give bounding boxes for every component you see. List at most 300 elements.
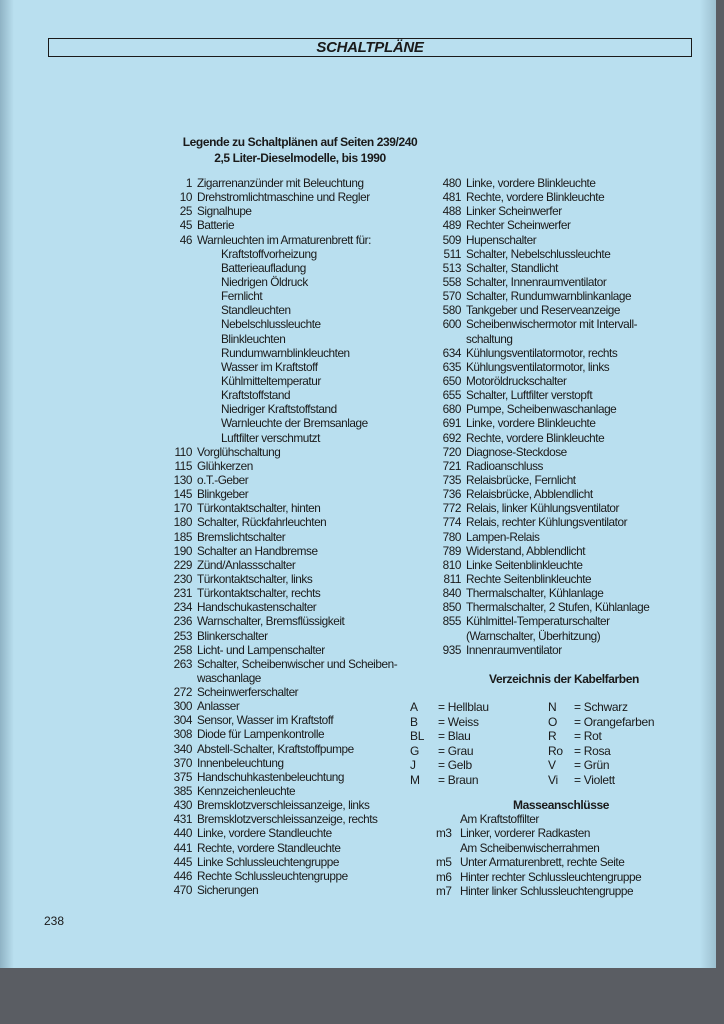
legend-item (416, 643, 716, 657)
legend-item (150, 798, 440, 812)
cable-color-code: Ro (548, 743, 563, 758)
legend-item-text: Hupenschalter (466, 232, 537, 247)
legend-item (416, 317, 716, 331)
legend-item-number: 650 (442, 373, 461, 388)
cable-color-code: M (410, 772, 420, 787)
ground-item-code (436, 841, 460, 855)
legend-item (416, 289, 716, 303)
legend-item-text: Linke, vordere Blinkleuchte (466, 416, 596, 431)
legend-item-text: Diode für Lampenkontrolle (197, 727, 325, 742)
ground-title: Masseanschlüsse (513, 798, 610, 812)
legend-item (416, 247, 716, 261)
legend-item (416, 374, 716, 388)
legend-item (150, 218, 440, 232)
legend-item-number: 721 (442, 458, 461, 473)
cable-color-name: = Weiss (438, 714, 479, 729)
legend-item (416, 586, 716, 600)
legend-item-text: Warnschalter, Bremsflüssigkeit (197, 614, 345, 629)
legend-item-text: Relaisbrücke, Fernlicht (466, 472, 576, 487)
page-binding-shadow (0, 0, 14, 968)
legend-item-text: Bremslichtschalter (197, 529, 286, 544)
legend-item (150, 770, 440, 784)
cable-color-name: = Hellblau (438, 700, 489, 714)
legend-item (150, 671, 440, 685)
legend-item-text: Handschuhkastenbeleuchtung (197, 769, 345, 784)
legend-item (150, 727, 440, 741)
legend-item-number: 580 (442, 303, 461, 318)
legend-item (416, 459, 716, 473)
legend-item-text: Schalter, Nebelschlussleuchte (466, 246, 611, 261)
legend-item-number: 481 (442, 190, 461, 205)
cable-color-name: = Violett (574, 772, 615, 787)
legend-item-text: Kühlmittel-Temperaturschalter (466, 614, 610, 629)
legend-item (150, 473, 440, 487)
legend-item-number (150, 261, 197, 275)
legend-title-line2: 2,5 Liter-Dieselmodelle, bis 1990 (214, 151, 386, 165)
legend-item (150, 247, 440, 261)
legend-item-text: Zünd/Anlassschalter (197, 557, 296, 572)
legend-item-text: Bremsklotzverschleissanzeige, links (197, 798, 370, 813)
legend-item (416, 431, 716, 445)
legend-item-text: Tankgeber und Reserveanzeige (466, 303, 620, 318)
legend-item (416, 544, 716, 558)
legend-item (150, 275, 440, 289)
legend-item-number: 370 (173, 755, 192, 770)
legend-item-number: 272 (173, 685, 192, 700)
legend-item-text: Glühkerzen (197, 458, 253, 473)
cable-color-name: = Rosa (574, 743, 611, 758)
cable-color-code: R (548, 729, 557, 744)
section-header (48, 38, 692, 57)
legend-item-text: Schalter, Innenraumventilator (466, 274, 607, 289)
legend-item-number (150, 388, 197, 402)
ground-item-text: Hinter linker Schlussleuchtengruppe (460, 883, 634, 898)
legend-item-text: Thermalschalter, 2 Stufen, Kühlanlage (466, 600, 650, 615)
legend-item-number (150, 247, 197, 261)
legend-item-number: 735 (442, 472, 461, 487)
legend-item (416, 473, 716, 487)
cable-color-code: Vi (548, 772, 558, 787)
legend-item-text: schaltung (466, 331, 513, 346)
legend-item (150, 558, 440, 572)
legend-item-number (416, 629, 466, 643)
legend-item-number: 692 (442, 430, 461, 445)
legend-item-text: Schalter, Rundumwarnblinkanlage (466, 289, 632, 304)
legend-item (150, 402, 440, 416)
legend-item (416, 530, 716, 544)
legend-item-text: Kennzeichenleuchte (197, 784, 296, 799)
legend-item-number: 789 (442, 543, 461, 558)
legend-item (416, 402, 716, 416)
legend-item (150, 374, 440, 388)
cable-color-name: = Blau (438, 729, 471, 744)
legend-item (150, 530, 440, 544)
legend-item (150, 261, 440, 275)
legend-item-number: 229 (173, 557, 192, 572)
legend-item (416, 416, 716, 430)
legend-item-text: Nebelschlussleuchte (221, 317, 321, 332)
legend-item-text: Kraftstoffstand (221, 388, 291, 403)
legend-item (416, 360, 716, 374)
legend-item-number: 445 (173, 854, 192, 869)
legend-item-number: 513 (442, 260, 461, 275)
legend-item-text: Relaisbrücke, Abblendlicht (466, 487, 593, 502)
legend-item (150, 360, 440, 374)
legend-item (150, 883, 440, 897)
legend-item (150, 445, 440, 459)
legend-item-number: 304 (173, 713, 192, 728)
legend-item-number: 231 (173, 586, 192, 601)
ground-item-code (436, 812, 460, 826)
cable-colors-title: Verzeichnis der Kabelfarben (489, 672, 639, 686)
legend-item-text: Vorglühschaltung (197, 444, 281, 459)
ground-item-code: m7 (436, 883, 452, 898)
legend-item-number: 385 (173, 784, 192, 799)
legend-item-number (150, 431, 197, 445)
legend-item-text: Widerstand, Abblendlicht (466, 543, 586, 558)
legend-item (150, 346, 440, 360)
legend-item-text: Türkontaktschalter, hinten (197, 501, 321, 516)
legend-item-text: Signalhupe (197, 204, 252, 219)
legend-item-number: 110 (174, 444, 192, 459)
legend-item (150, 614, 440, 628)
legend-item-text: Handschukastenschalter (197, 600, 317, 615)
legend-item (416, 558, 716, 572)
legend-item-number (150, 332, 197, 346)
cable-color-code: J (410, 758, 416, 773)
legend-item-number: 180 (173, 515, 192, 530)
legend-item-text: Radioanschluss (466, 458, 543, 473)
legend-item-text: Kraftstoffvorheizung (221, 246, 317, 261)
legend-item-text: Rechte, vordere Blinkleuchte (466, 430, 605, 445)
legend-item-text: Blinkgeber (197, 487, 249, 502)
legend-title (150, 134, 450, 166)
legend-title-line1: Legende zu Schaltplänen auf Seiten 239/240 (182, 135, 418, 149)
legend-item (150, 487, 440, 501)
legend-item (416, 629, 716, 643)
legend-item-text: Innenraumventilator (466, 642, 562, 657)
cable-color-row (410, 773, 654, 788)
legend-item-number: 635 (442, 359, 461, 374)
legend-item (150, 459, 440, 473)
legend-item-text: o.T.-Geber (197, 472, 249, 487)
legend-item-number: 190 (173, 543, 192, 558)
legend-item-number: 736 (442, 487, 461, 502)
legend-item-number: 185 (173, 529, 192, 544)
legend-item-number: 431 (173, 812, 192, 827)
legend-item-number: 810 (442, 557, 461, 572)
legend-item-text: Thermalschalter, Kühlanlage (466, 586, 604, 601)
legend-item-text: Blinkerschalter (197, 628, 268, 643)
legend-item-number: 811 (443, 571, 461, 586)
legend-item (150, 600, 440, 614)
cable-color-name: = Orangefarben (574, 714, 655, 729)
legend-item-text: Kühlungsventilatormotor, rechts (466, 345, 618, 360)
legend-item (150, 176, 440, 190)
legend-item-text: Scheibenwischermotor mit Intervall- (466, 317, 638, 332)
legend-item-text: Rechte Seitenblinkleuchte (466, 571, 592, 586)
legend-item-number: 488 (442, 204, 461, 219)
legend-item-number: 45 (179, 218, 192, 233)
legend-item (150, 289, 440, 303)
legend-item-text: Warnleuchten im Armaturenbrett für: (197, 232, 371, 247)
ground-item-text: Am Kraftstoffilter (460, 812, 539, 826)
legend-item-text: Schalter, Luftfilter verstopft (466, 388, 593, 403)
legend-item-number: 446 (173, 868, 192, 883)
legend-item-text: Niedrigen Öldruck (221, 274, 308, 289)
legend-item-number: 130 (173, 472, 192, 487)
legend-item-number: 935 (442, 642, 461, 657)
legend-item (416, 218, 716, 232)
legend-item-text: Schalter an Handbremse (197, 543, 318, 558)
legend-item (150, 501, 440, 515)
legend-item (416, 332, 716, 346)
legend-item-text: Luftfilter verschmutzt (221, 430, 320, 445)
cable-color-code: G (410, 743, 420, 758)
legend-item (150, 544, 440, 558)
legend-item-text: (Warnschalter, Überhitzung) (466, 628, 601, 643)
ground-list (436, 812, 641, 898)
legend-item-text: Abstell-Schalter, Kraftstoffpumpe (197, 741, 354, 756)
legend-item-number (150, 416, 197, 430)
legend-item-number: 430 (173, 798, 192, 813)
legend-item-text: Rechter Scheinwerfer (466, 218, 571, 233)
ground-item-code: m5 (436, 855, 452, 870)
legend-item-number: 10 (179, 190, 192, 205)
legend-item-text: Linker Scheinwerfer (466, 204, 562, 219)
cable-color-code: A (410, 700, 418, 714)
legend-item-text: Diagnose-Steckdose (466, 444, 567, 459)
legend-item-number: 258 (173, 642, 192, 657)
cable-color-row (410, 700, 654, 715)
cable-color-code: B (410, 714, 418, 729)
legend-item-text: Lampen-Relais (466, 529, 540, 544)
legend-item-number: 1 (185, 176, 192, 190)
legend-item-number (416, 332, 466, 346)
cable-color-name: = Grau (438, 743, 474, 758)
cable-color-code: BL (410, 729, 425, 744)
legend-item-number: 772 (442, 501, 461, 516)
legend-item (416, 190, 716, 204)
legend-item-number: 780 (442, 529, 461, 544)
legend-item (150, 332, 440, 346)
ground-item (436, 812, 641, 826)
legend-item (150, 431, 440, 445)
legend-item (150, 317, 440, 331)
cable-color-name: = Grün (574, 758, 610, 773)
legend-item (416, 388, 716, 402)
legend-item (416, 501, 716, 515)
legend-item (150, 233, 440, 247)
legend-item-number: 253 (173, 628, 192, 643)
legend-item-text: Anlasser (197, 699, 240, 714)
legend-item-text: Rechte, vordere Standleuchte (197, 840, 341, 855)
legend-item-number (150, 402, 197, 416)
ground-item-code: m3 (436, 826, 452, 841)
legend-item-text: Bremsklotzverschleissanzeige, rechts (197, 812, 378, 827)
legend-item (150, 572, 440, 586)
legend-item-text: Standleuchten (221, 303, 291, 318)
legend-item-number: 850 (442, 600, 461, 615)
legend-item-number: 441 (173, 840, 192, 855)
section-header-title: SCHALTPLÄNE (316, 39, 424, 56)
legend-item-text: Linke Schlussleuchtengruppe (197, 854, 339, 869)
legend-item-text: Sicherungen (197, 883, 259, 898)
legend-item (416, 346, 716, 360)
cable-color-name: = Gelb (438, 758, 472, 773)
legend-item (416, 204, 716, 218)
legend-item (150, 742, 440, 756)
legend-item-number: 570 (442, 289, 461, 304)
legend-item (416, 233, 716, 247)
legend-item (416, 303, 716, 317)
legend-item-number: 300 (173, 699, 192, 714)
legend-item (416, 515, 716, 529)
legend-item-text: Sensor, Wasser im Kraftstoff (197, 713, 334, 728)
legend-item-text: Linke, vordere Blinkleuchte (466, 176, 596, 190)
legend-item-text: Warnleuchte der Bremsanlage (221, 416, 368, 431)
legend-item (150, 699, 440, 713)
legend-item-number: 263 (173, 656, 192, 671)
legend-item (150, 756, 440, 770)
legend-item (416, 261, 716, 275)
legend-item-text: Rechte, vordere Blinkleuchte (466, 190, 605, 205)
legend-item-number (150, 360, 197, 374)
legend-item-number (150, 346, 197, 360)
ground-item-text: Linker, vorderer Radkasten (460, 826, 590, 841)
legend-item-number: 480 (442, 176, 461, 190)
legend-item-number (150, 275, 197, 289)
legend-item (150, 204, 440, 218)
cable-color-row (410, 758, 654, 773)
legend-item-text: Drehstromlichtmaschine und Regler (197, 190, 370, 205)
legend-item-number: 691 (442, 416, 461, 431)
legend-item (416, 572, 716, 586)
legend-item-number (150, 374, 197, 388)
legend-item (150, 657, 440, 671)
legend-item (416, 487, 716, 501)
legend-item (150, 629, 440, 643)
legend-item-number: 774 (442, 515, 461, 530)
legend-item-text: Kühlungsventilatormotor, links (466, 359, 610, 374)
legend-item-number: 145 (173, 487, 192, 502)
legend-item-number: 340 (173, 741, 192, 756)
legend-item-number: 230 (173, 571, 192, 586)
legend-item-number: 558 (442, 274, 461, 289)
legend-item-text: Licht- und Lampenschalter (197, 642, 325, 657)
legend-item-text: Batterieaufladung (221, 260, 306, 275)
legend-item (150, 388, 440, 402)
legend-item-text: Blinkleuchten (221, 331, 286, 346)
ground-item-text: Hinter rechter Schlussleuchtengruppe (460, 869, 642, 884)
legend-item-number (150, 671, 197, 685)
legend-item-number: 511 (443, 246, 461, 261)
legend-item-text: Schalter, Rückfahrleuchten (197, 515, 327, 530)
legend-item-number (150, 289, 197, 303)
legend-item-number: 375 (173, 769, 192, 784)
legend-item-number: 115 (174, 458, 192, 473)
legend-item-text: Fernlicht (221, 289, 263, 304)
legend-item-text: Innenbeleuchtung (197, 755, 284, 770)
cable-color-row (410, 715, 654, 730)
legend-item-number: 308 (173, 727, 192, 742)
legend-item-number: 840 (442, 586, 461, 601)
legend-item-number: 855 (442, 614, 461, 629)
legend-item (416, 176, 716, 190)
legend-item-number: 170 (173, 501, 192, 516)
legend-item-text: Linke Seitenblinkleuchte (466, 557, 583, 572)
legend-item-number: 680 (442, 402, 461, 417)
ground-item-code: m6 (436, 869, 452, 884)
legend-item-text: Relais, rechter Kühlungsventilator (466, 515, 628, 530)
legend-item-text: Schalter, Standlicht (466, 260, 558, 275)
legend-item-number: 509 (442, 232, 461, 247)
legend-item (150, 416, 440, 430)
legend-item (150, 643, 440, 657)
legend-item-number: 600 (442, 317, 461, 332)
ground-item (436, 884, 641, 898)
legend-item (150, 713, 440, 727)
legend-item-text: Motoröldruckschalter (466, 373, 567, 388)
legend-item-text: Rechte Schlussleuchtengruppe (197, 868, 348, 883)
legend-item (150, 812, 440, 826)
legend-item (150, 855, 440, 869)
legend-item (150, 841, 440, 855)
legend-item (150, 586, 440, 600)
legend-item-number (150, 303, 197, 317)
legend-item (416, 275, 716, 289)
cable-color-row (410, 744, 654, 759)
legend-item-text: Relais, linker Kühlungsventilator (466, 501, 620, 516)
cable-color-name: = Braun (438, 772, 479, 787)
legend-item-text: Linke, vordere Standleuchte (197, 826, 332, 841)
cable-color-row (410, 729, 654, 744)
legend-item-number: 236 (173, 614, 192, 629)
ground-item-text: Unter Armaturenbrett, rechte Seite (460, 855, 625, 870)
legend-item-number: 489 (442, 218, 461, 233)
ground-item (436, 826, 641, 840)
ground-item (436, 855, 641, 869)
legend-item-text: Türkontaktschalter, rechts (197, 586, 321, 601)
legend-item-text: Rundumwarnblinkleuchten (221, 345, 350, 360)
legend-item-text: Wasser im Kraftstoff (221, 359, 318, 374)
legend-item-number: 25 (179, 204, 192, 219)
legend-item (150, 784, 440, 798)
cable-color-name: = Rot (574, 729, 602, 744)
legend-item-number: 634 (442, 345, 461, 360)
legend-item-text: Türkontaktschalter, links (197, 571, 313, 586)
cable-color-name: = Schwarz (574, 700, 628, 714)
legend-item (150, 190, 440, 204)
legend-item-text: Scheinwerferschalter (197, 685, 299, 700)
legend-item (416, 600, 716, 614)
ground-item (436, 870, 641, 884)
legend-item (150, 826, 440, 840)
legend-item (150, 303, 440, 317)
legend-item (150, 685, 440, 699)
legend-item-text: waschanlage (197, 670, 261, 685)
legend-item (416, 445, 716, 459)
legend-item (150, 869, 440, 883)
cable-color-code: O (548, 714, 558, 729)
legend-item-text: Niedriger Kraftstoffstand (221, 402, 337, 417)
legend-item-number: 440 (173, 826, 192, 841)
legend-list-right (416, 176, 716, 657)
legend-item-number: 655 (442, 388, 461, 403)
legend-item-text: Pumpe, Scheibenwaschanlage (466, 402, 617, 417)
legend-item-number: 720 (442, 444, 461, 459)
legend-item (150, 515, 440, 529)
